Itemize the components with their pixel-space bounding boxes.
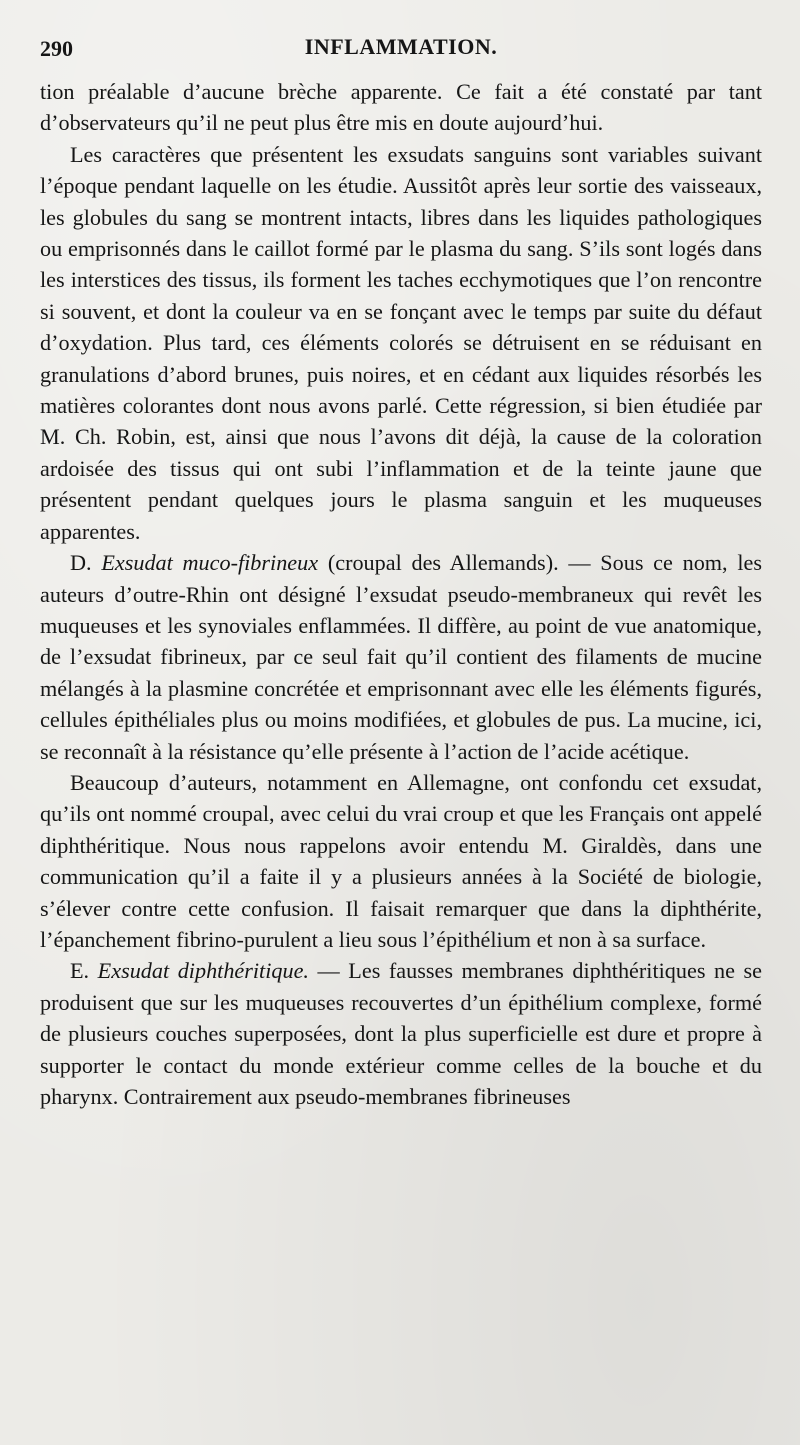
paragraph-text: Beaucoup d’auteurs, notamment en Allemagne, ont confondu cet exsudat, qu’ils ont nommé croupal, avec celui du vrai croup et que les Français ont appelé diphthéritique. Nous nous rappelons avoir entendu M. Giraldès, dans une communication qu’il a faite il y a plusieurs années à la Société de biologie, s’élever contre cette confusion. Il faisait remarquer que dans la diphthérite, l’épanchement fibrino-purulent a lieu sous l’épithélium et non à sa surface. — [40, 769, 762, 952]
page-number: 290 — [40, 36, 73, 61]
paragraph-continuation — [40, 76, 762, 139]
section-letter: D. — [70, 550, 92, 576]
section-d-paragraph — [40, 547, 762, 767]
paragraph-confusion — [40, 767, 762, 955]
paragraph-text: tion préalable d’aucune brèche apparente. Ce fait a été constaté par tant d’observateurs qu’il ne peut plus être mis en doute aujourd’hui. — [40, 79, 762, 136]
body-text — [40, 76, 762, 1112]
running-head — [40, 28, 762, 76]
paragraph-text: (croupal des Allemands). — Sous ce nom, les auteurs d’outre-Rhin ont désigné l’exsudat pseudo-membraneux qui revêt les muqueuses et les synoviales enflammées. Il diffère, au point de vue anatomique, de l’exsudat fibrineux, par ce seul fait qu’il contient des filaments de mucine mélangés à la plasmine concrétée et emprisonnant avec elle les éléments figurés, cellules épithéliales plus ou moins modifiées, et globules de pus. La mucine, ici, se reconnaît à la résistance qu’elle présente à l’action de l’acide acétique. — [40, 550, 762, 764]
paragraph-blood-exudates — [40, 139, 762, 547]
paragraph-text: — Les fausses membranes diphthéritiques ne se produisent que sur les muqueuses recouvertes d’un épithélium complexe, formé de plusieurs couches superposées, dont la plus superficielle est dure et propre à supporter le contact du monde extérieur comme celles de la bouche et du pharynx. Contrairement aux pseudo-membranes fibrineuses — [40, 958, 762, 1109]
section-letter: E. — [70, 958, 90, 984]
running-title: INFLAMMATION. — [304, 34, 498, 59]
section-e-paragraph — [40, 955, 762, 1112]
section-heading: Exsudat muco-fibrineux — [101, 550, 319, 576]
paragraph-text: Les caractères que présentent les exsudats sanguins sont variables suivant l’époque pendant laquelle on les étudie. Aussitôt après leur sortie des vaisseaux, les globules du sang se montrent intacts, libres dans les liquides pathologiques ou emprisonnés dans le caillot formé par le plasma du sang. S’ils sont logés dans les interstices des tissus, ils forment les taches ecchymotiques que l’on rencontre si souvent, et dont la couleur va en se fonçant avec le temps par suite du défaut d’oxydation. Plus tard, ces éléments colorés se détruisent en se réduisant en granulations d’abord brunes, puis noires, et en cédant aux liquides résorbés les matières colorantes dont nous avons parlé. Cette régression, si bien étudiée par M. Ch. Robin, est, ainsi que nous l’avons dit déjà, la cause de la coloration ardoisée des tissus qui ont subi l’inflammation et de la teinte jaune que présentent pendant quelques jours le plasma sanguin et les muqueuses apparentes. — [40, 141, 762, 544]
section-heading: Exsudat diphthéritique. — [97, 958, 309, 984]
